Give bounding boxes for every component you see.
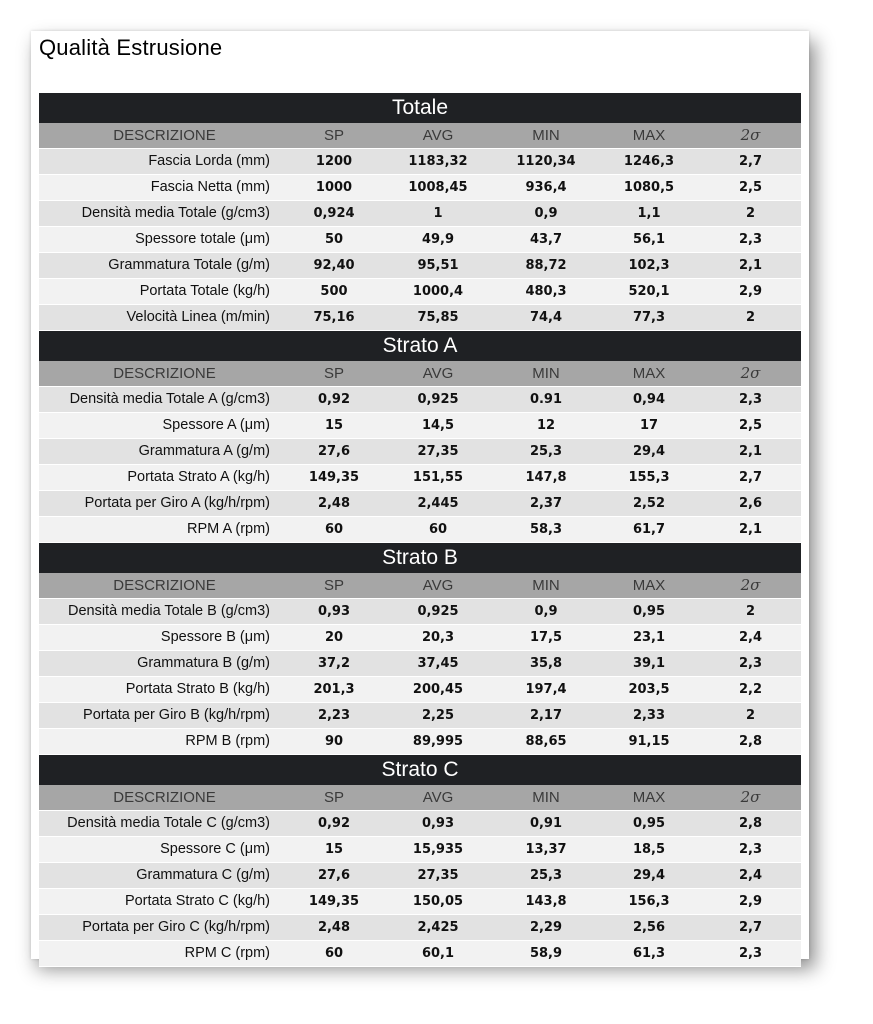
column-header-row	[39, 361, 801, 387]
cell-avg: 15,935	[412, 842, 464, 857]
cell-sp: 2,48	[317, 496, 351, 511]
cell-avg: 60,1	[421, 946, 455, 961]
table-row	[39, 517, 801, 543]
quality-report-card	[31, 31, 809, 959]
cell-sigma: 2,1	[738, 522, 763, 537]
cell-min: 143,8	[525, 894, 567, 909]
cell-sigma: 2,5	[738, 418, 763, 433]
cell-sigma: 2	[745, 310, 756, 325]
cell-min: 58,9	[529, 946, 563, 961]
cell-sp: 0,93	[317, 604, 351, 619]
cell-sp: 15	[324, 418, 344, 433]
cell-avg: 2,445	[417, 496, 459, 511]
cell-max: 91,15	[628, 734, 670, 749]
row-description: Grammatura B (g/m)	[137, 655, 270, 671]
cell-min: 197,4	[525, 682, 567, 697]
cell-avg: 27,35	[417, 868, 459, 883]
column-header-sp: SP	[323, 365, 344, 382]
cell-avg: 151,55	[412, 470, 464, 485]
section-totale	[39, 93, 801, 331]
row-description: Densità media Totale C (g/cm3)	[67, 815, 270, 831]
column-header-max: MAX	[632, 127, 666, 144]
row-description: Fascia Lorda (mm)	[148, 153, 270, 169]
column-header-sp: SP	[323, 577, 344, 594]
table-row	[39, 729, 801, 755]
row-description: Portata Totale (kg/h)	[139, 283, 270, 299]
table-row	[39, 625, 801, 651]
cell-sigma: 2,3	[738, 842, 763, 857]
section-title: Strato A	[39, 331, 801, 361]
cell-sp: 27,6	[317, 444, 351, 459]
column-header-row	[39, 123, 801, 149]
cell-min: 147,8	[525, 470, 567, 485]
table-row	[39, 491, 801, 517]
cell-min: 25,3	[529, 444, 563, 459]
row-description: Densità media Totale B (g/cm3)	[67, 603, 270, 619]
row-description: Grammatura C (g/m)	[136, 867, 270, 883]
cell-min: 0.91	[529, 392, 563, 407]
column-header-sp: SP	[323, 789, 344, 806]
column-header-min: MIN	[532, 789, 560, 806]
section-body	[39, 599, 801, 755]
table-row	[39, 811, 801, 837]
section-strato-c	[39, 755, 801, 967]
cell-sigma: 2,8	[738, 734, 763, 749]
row-description: RPM B (rpm)	[185, 733, 270, 749]
cell-sigma: 2	[745, 708, 756, 723]
cell-max: 29,4	[632, 868, 666, 883]
row-description: Spessore totale (μm)	[135, 231, 270, 247]
cell-sp: 37,2	[317, 656, 351, 671]
cell-sp: 60	[324, 946, 344, 961]
row-description: Velocità Linea (m/min)	[126, 309, 270, 325]
cell-sp: 75,16	[313, 310, 355, 325]
table-row	[39, 915, 801, 941]
cell-min: 0,9	[534, 206, 558, 221]
cell-min: 35,8	[529, 656, 563, 671]
cell-sp: 1200	[315, 154, 353, 169]
row-description: RPM A (rpm)	[187, 521, 270, 537]
table-row	[39, 941, 801, 967]
column-header-min: MIN	[532, 577, 560, 594]
section-body	[39, 149, 801, 331]
cell-avg: 2,425	[417, 920, 459, 935]
cell-max: 2,52	[632, 496, 666, 511]
cell-max: 2,56	[632, 920, 666, 935]
cell-avg: 1000,4	[412, 284, 464, 299]
cell-max: 1080,5	[623, 180, 675, 195]
row-description: Portata Strato A (kg/h)	[127, 469, 270, 485]
cell-min: 2,37	[529, 496, 563, 511]
table-row	[39, 599, 801, 625]
cell-sp: 0,92	[317, 392, 351, 407]
table-row	[39, 149, 801, 175]
table-row	[39, 201, 801, 227]
cell-avg: 0,925	[417, 392, 459, 407]
cell-avg: 1183,32	[408, 154, 468, 169]
cell-sigma: 2,7	[738, 154, 763, 169]
cell-max: 0,95	[632, 816, 666, 831]
cell-min: 0,9	[534, 604, 558, 619]
cell-sp: 50	[324, 232, 344, 247]
cell-avg: 20,3	[421, 630, 455, 645]
cell-min: 58,3	[529, 522, 563, 537]
cell-max: 61,7	[632, 522, 666, 537]
cell-min: 0,91	[529, 816, 563, 831]
quality-table	[39, 93, 801, 967]
table-row	[39, 387, 801, 413]
row-description: Spessore C (μm)	[160, 841, 270, 857]
cell-avg: 75,85	[417, 310, 459, 325]
cell-sigma: 2,9	[738, 894, 763, 909]
column-header-max: MAX	[632, 577, 666, 594]
column-header-sigma: 2σ	[740, 576, 761, 594]
table-row	[39, 175, 801, 201]
row-description: Spessore B (μm)	[160, 629, 270, 645]
section-body	[39, 811, 801, 967]
cell-max: 18,5	[632, 842, 666, 857]
column-header-avg: AVG	[422, 789, 454, 806]
cell-min: 12	[536, 418, 556, 433]
cell-min: 43,7	[529, 232, 563, 247]
table-row	[39, 439, 801, 465]
cell-max: 156,3	[628, 894, 670, 909]
row-description: Fascia Netta (mm)	[150, 179, 270, 195]
cell-sigma: 2,1	[738, 444, 763, 459]
cell-sp: 15	[324, 842, 344, 857]
column-header-row	[39, 573, 801, 599]
cell-max: 23,1	[632, 630, 666, 645]
cell-sigma: 2,9	[738, 284, 763, 299]
cell-max: 1246,3	[623, 154, 675, 169]
cell-max: 17	[639, 418, 659, 433]
cell-avg: 95,51	[417, 258, 459, 273]
cell-max: 520,1	[628, 284, 670, 299]
column-header-descrizione: DESCRIZIONE	[113, 577, 216, 594]
table-row	[39, 227, 801, 253]
cell-sigma: 2,3	[738, 232, 763, 247]
row-description: Grammatura Totale (g/m)	[108, 257, 270, 273]
cell-min: 17,5	[529, 630, 563, 645]
column-header-row	[39, 785, 801, 811]
cell-max: 29,4	[632, 444, 666, 459]
table-row	[39, 279, 801, 305]
table-row	[39, 703, 801, 729]
cell-sigma: 2,4	[738, 868, 763, 883]
cell-min: 936,4	[525, 180, 567, 195]
row-description: Spessore A (μm)	[162, 417, 270, 433]
cell-min: 13,37	[525, 842, 567, 857]
cell-sigma: 2,3	[738, 392, 763, 407]
column-header-descrizione: DESCRIZIONE	[113, 789, 216, 806]
cell-max: 56,1	[632, 232, 666, 247]
cell-max: 2,33	[632, 708, 666, 723]
cell-sigma: 2,6	[738, 496, 763, 511]
cell-max: 102,3	[628, 258, 670, 273]
cell-min: 88,72	[525, 258, 567, 273]
column-header-sigma: 2σ	[740, 126, 761, 144]
cell-avg: 89,995	[412, 734, 464, 749]
cell-min: 480,3	[525, 284, 567, 299]
cell-sp: 90	[324, 734, 344, 749]
cell-sigma: 2,8	[738, 816, 763, 831]
cell-max: 61,3	[632, 946, 666, 961]
cell-max: 1,1	[637, 206, 661, 221]
row-description: Densità media Totale (g/cm3)	[81, 205, 270, 221]
row-description: Portata per Giro C (kg/h/rpm)	[82, 919, 270, 935]
cell-min: 74,4	[529, 310, 563, 325]
cell-sigma: 2,7	[738, 470, 763, 485]
cell-min: 1120,34	[516, 154, 576, 169]
section-body	[39, 387, 801, 543]
column-header-avg: AVG	[422, 577, 454, 594]
page-title: Qualità Estrusione	[39, 35, 223, 60]
column-header-sigma: 2σ	[740, 364, 761, 382]
column-header-min: MIN	[532, 127, 560, 144]
cell-max: 0,94	[632, 392, 666, 407]
cell-sp: 2,48	[317, 920, 351, 935]
table-row	[39, 413, 801, 439]
table-row	[39, 837, 801, 863]
cell-sigma: 2,2	[738, 682, 763, 697]
section-title: Strato B	[39, 543, 801, 573]
column-header-descrizione: DESCRIZIONE	[113, 365, 216, 382]
cell-sp: 201,3	[313, 682, 355, 697]
section-title: Strato C	[39, 755, 801, 785]
table-row	[39, 863, 801, 889]
cell-min: 2,29	[529, 920, 563, 935]
cell-sp: 2,23	[317, 708, 351, 723]
column-header-min: MIN	[532, 365, 560, 382]
column-header-avg: AVG	[422, 127, 454, 144]
column-header-descrizione: DESCRIZIONE	[113, 127, 216, 144]
cell-avg: 14,5	[421, 418, 455, 433]
section-strato-a	[39, 331, 801, 543]
table-row	[39, 677, 801, 703]
cell-sigma: 2	[745, 206, 756, 221]
cell-sigma: 2,3	[738, 946, 763, 961]
cell-sigma: 2	[745, 604, 756, 619]
cell-max: 39,1	[632, 656, 666, 671]
cell-sp: 0,92	[317, 816, 351, 831]
column-header-sp: SP	[323, 127, 344, 144]
section-title: Totale	[39, 93, 801, 123]
cell-avg: 200,45	[412, 682, 464, 697]
cell-min: 25,3	[529, 868, 563, 883]
table-row	[39, 253, 801, 279]
section-strato-b	[39, 543, 801, 755]
cell-sp: 149,35	[308, 470, 360, 485]
cell-avg: 1	[433, 206, 443, 221]
cell-sigma: 2,1	[738, 258, 763, 273]
row-description: Portata per Giro B (kg/h/rpm)	[83, 707, 270, 723]
row-description: Portata Strato C (kg/h)	[124, 893, 270, 909]
cell-sp: 20	[324, 630, 344, 645]
cell-sp: 27,6	[317, 868, 351, 883]
cell-avg: 2,25	[421, 708, 455, 723]
cell-max: 0,95	[632, 604, 666, 619]
cell-sigma: 2,4	[738, 630, 763, 645]
cell-avg: 1008,45	[408, 180, 468, 195]
cell-avg: 150,05	[412, 894, 464, 909]
cell-sp: 149,35	[308, 894, 360, 909]
cell-sp: 1000	[315, 180, 353, 195]
cell-avg: 27,35	[417, 444, 459, 459]
cell-sp: 500	[320, 284, 348, 299]
cell-sigma: 2,3	[738, 656, 763, 671]
cell-sp: 0,924	[313, 206, 355, 221]
cell-avg: 0,93	[421, 816, 455, 831]
table-row	[39, 465, 801, 491]
column-header-avg: AVG	[422, 365, 454, 382]
row-description: Portata Strato B (kg/h)	[125, 681, 270, 697]
row-description: Grammatura A (g/m)	[138, 443, 270, 459]
cell-max: 77,3	[632, 310, 666, 325]
table-row	[39, 305, 801, 331]
cell-avg: 49,9	[421, 232, 455, 247]
table-row	[39, 651, 801, 677]
row-description: RPM C (rpm)	[184, 945, 270, 961]
cell-avg: 37,45	[417, 656, 459, 671]
cell-sigma: 2,7	[738, 920, 763, 935]
table-row	[39, 889, 801, 915]
cell-sp: 60	[324, 522, 344, 537]
cell-min: 88,65	[525, 734, 567, 749]
cell-sp: 92,40	[313, 258, 355, 273]
cell-min: 2,17	[529, 708, 563, 723]
row-description: Densità media Totale A (g/cm3)	[69, 391, 270, 407]
column-header-max: MAX	[632, 365, 666, 382]
row-description: Portata per Giro A (kg/h/rpm)	[84, 495, 270, 511]
cell-avg: 60	[428, 522, 448, 537]
column-header-sigma: 2σ	[740, 788, 761, 806]
column-header-max: MAX	[632, 789, 666, 806]
cell-avg: 0,925	[417, 604, 459, 619]
cell-max: 203,5	[628, 682, 670, 697]
cell-max: 155,3	[628, 470, 670, 485]
cell-sigma: 2,5	[738, 180, 763, 195]
